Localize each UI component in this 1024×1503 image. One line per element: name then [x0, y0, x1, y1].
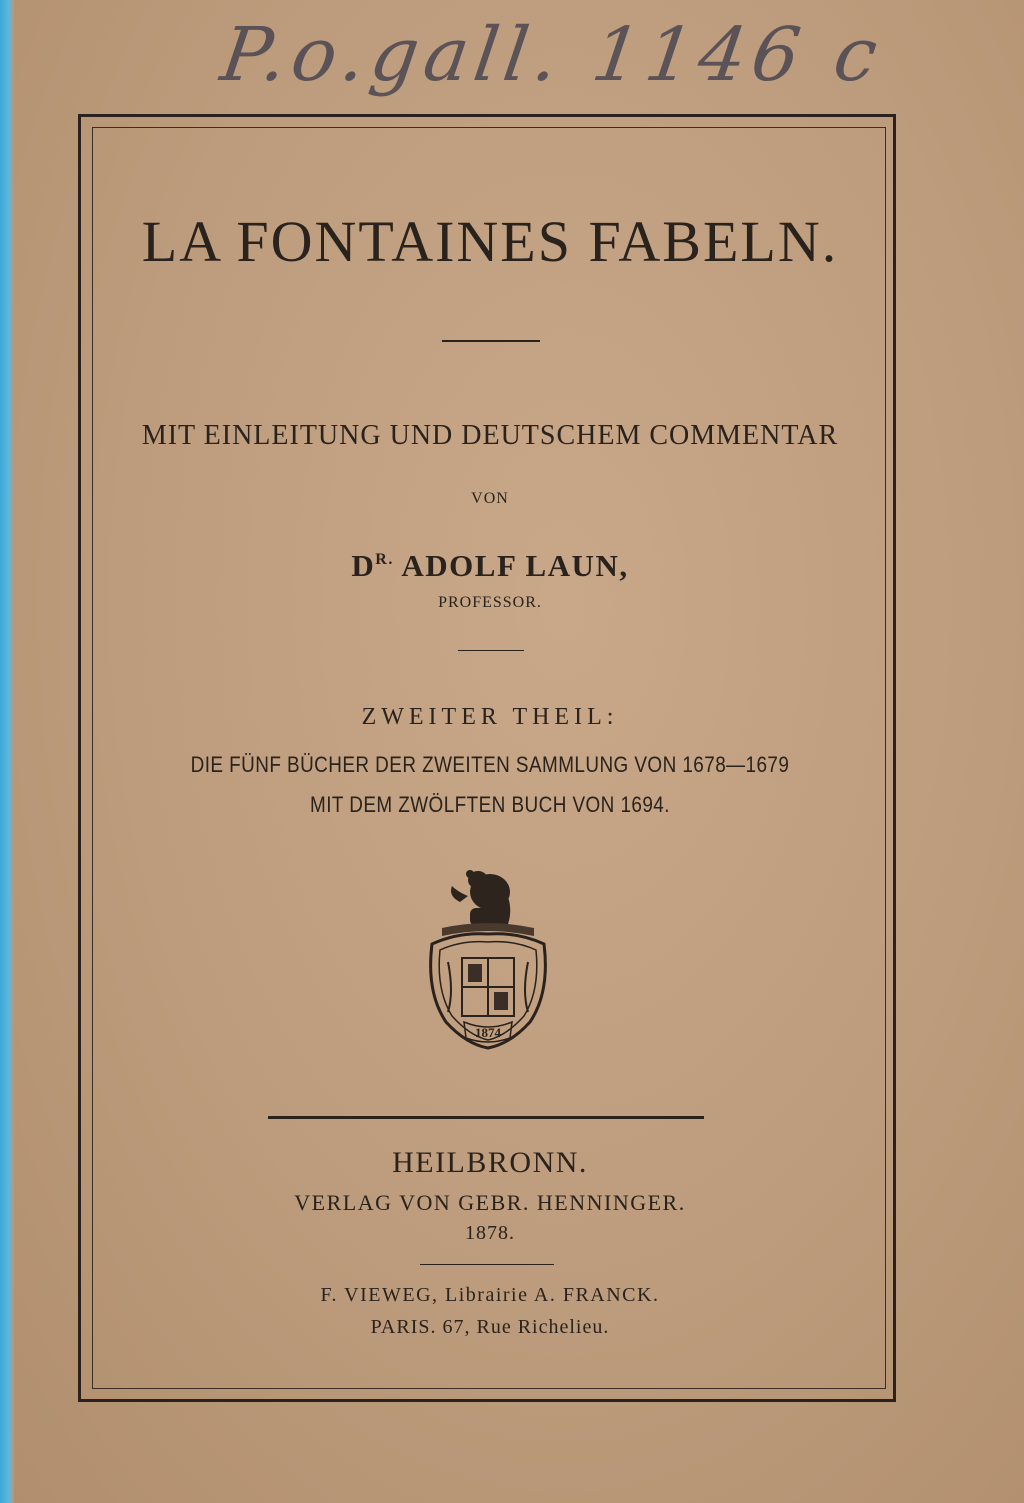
emblem-year: 1874: [475, 1025, 501, 1040]
by-label: VON: [471, 490, 509, 507]
distributor-line2: PARIS. 67, Rue Richelieu.: [370, 1316, 610, 1338]
book-title: LA FONTAINES FABELN.: [141, 209, 839, 274]
author-role: PROFESSOR.: [438, 594, 542, 611]
imprint-year: 1878.: [465, 1222, 515, 1244]
divider-rule: [268, 1116, 704, 1119]
author-line: [90, 548, 890, 584]
book-subtitle: MIT EINLEITUNG UND DEUTSCHEM COMMENTAR: [141, 420, 839, 451]
author-prefix-sup: R.: [375, 551, 394, 568]
distributor-line1: F. VIEWEG, Librairie A. FRANCK.: [320, 1284, 660, 1306]
author-name: ADOLF LAUN,: [401, 548, 629, 583]
divider-rule: [458, 650, 524, 651]
part-description-line1: DIE FÜNF BÜCHER DER ZWEITEN SAMMLUNG VON 1678—1679: [190, 752, 790, 777]
divider-rule: [442, 340, 540, 342]
divider-rule: [420, 1264, 554, 1265]
imprint-publisher: VERLAG VON GEBR. HENNINGER.: [294, 1190, 686, 1215]
part-label: ZWEITER THEIL:: [361, 704, 619, 730]
imprint-city: HEILBRONN.: [392, 1146, 588, 1179]
author-prefix: D: [351, 548, 376, 583]
handwritten-shelfmark: P.o.gall. 1146 c: [215, 12, 889, 98]
bear-crest-shield-icon: [418, 862, 558, 1052]
bear-icon: [451, 870, 510, 926]
page-edge: [0, 0, 14, 1503]
part-description-line2: MIT DEM ZWÖLFTEN BUCH VON 1694.: [310, 792, 670, 817]
